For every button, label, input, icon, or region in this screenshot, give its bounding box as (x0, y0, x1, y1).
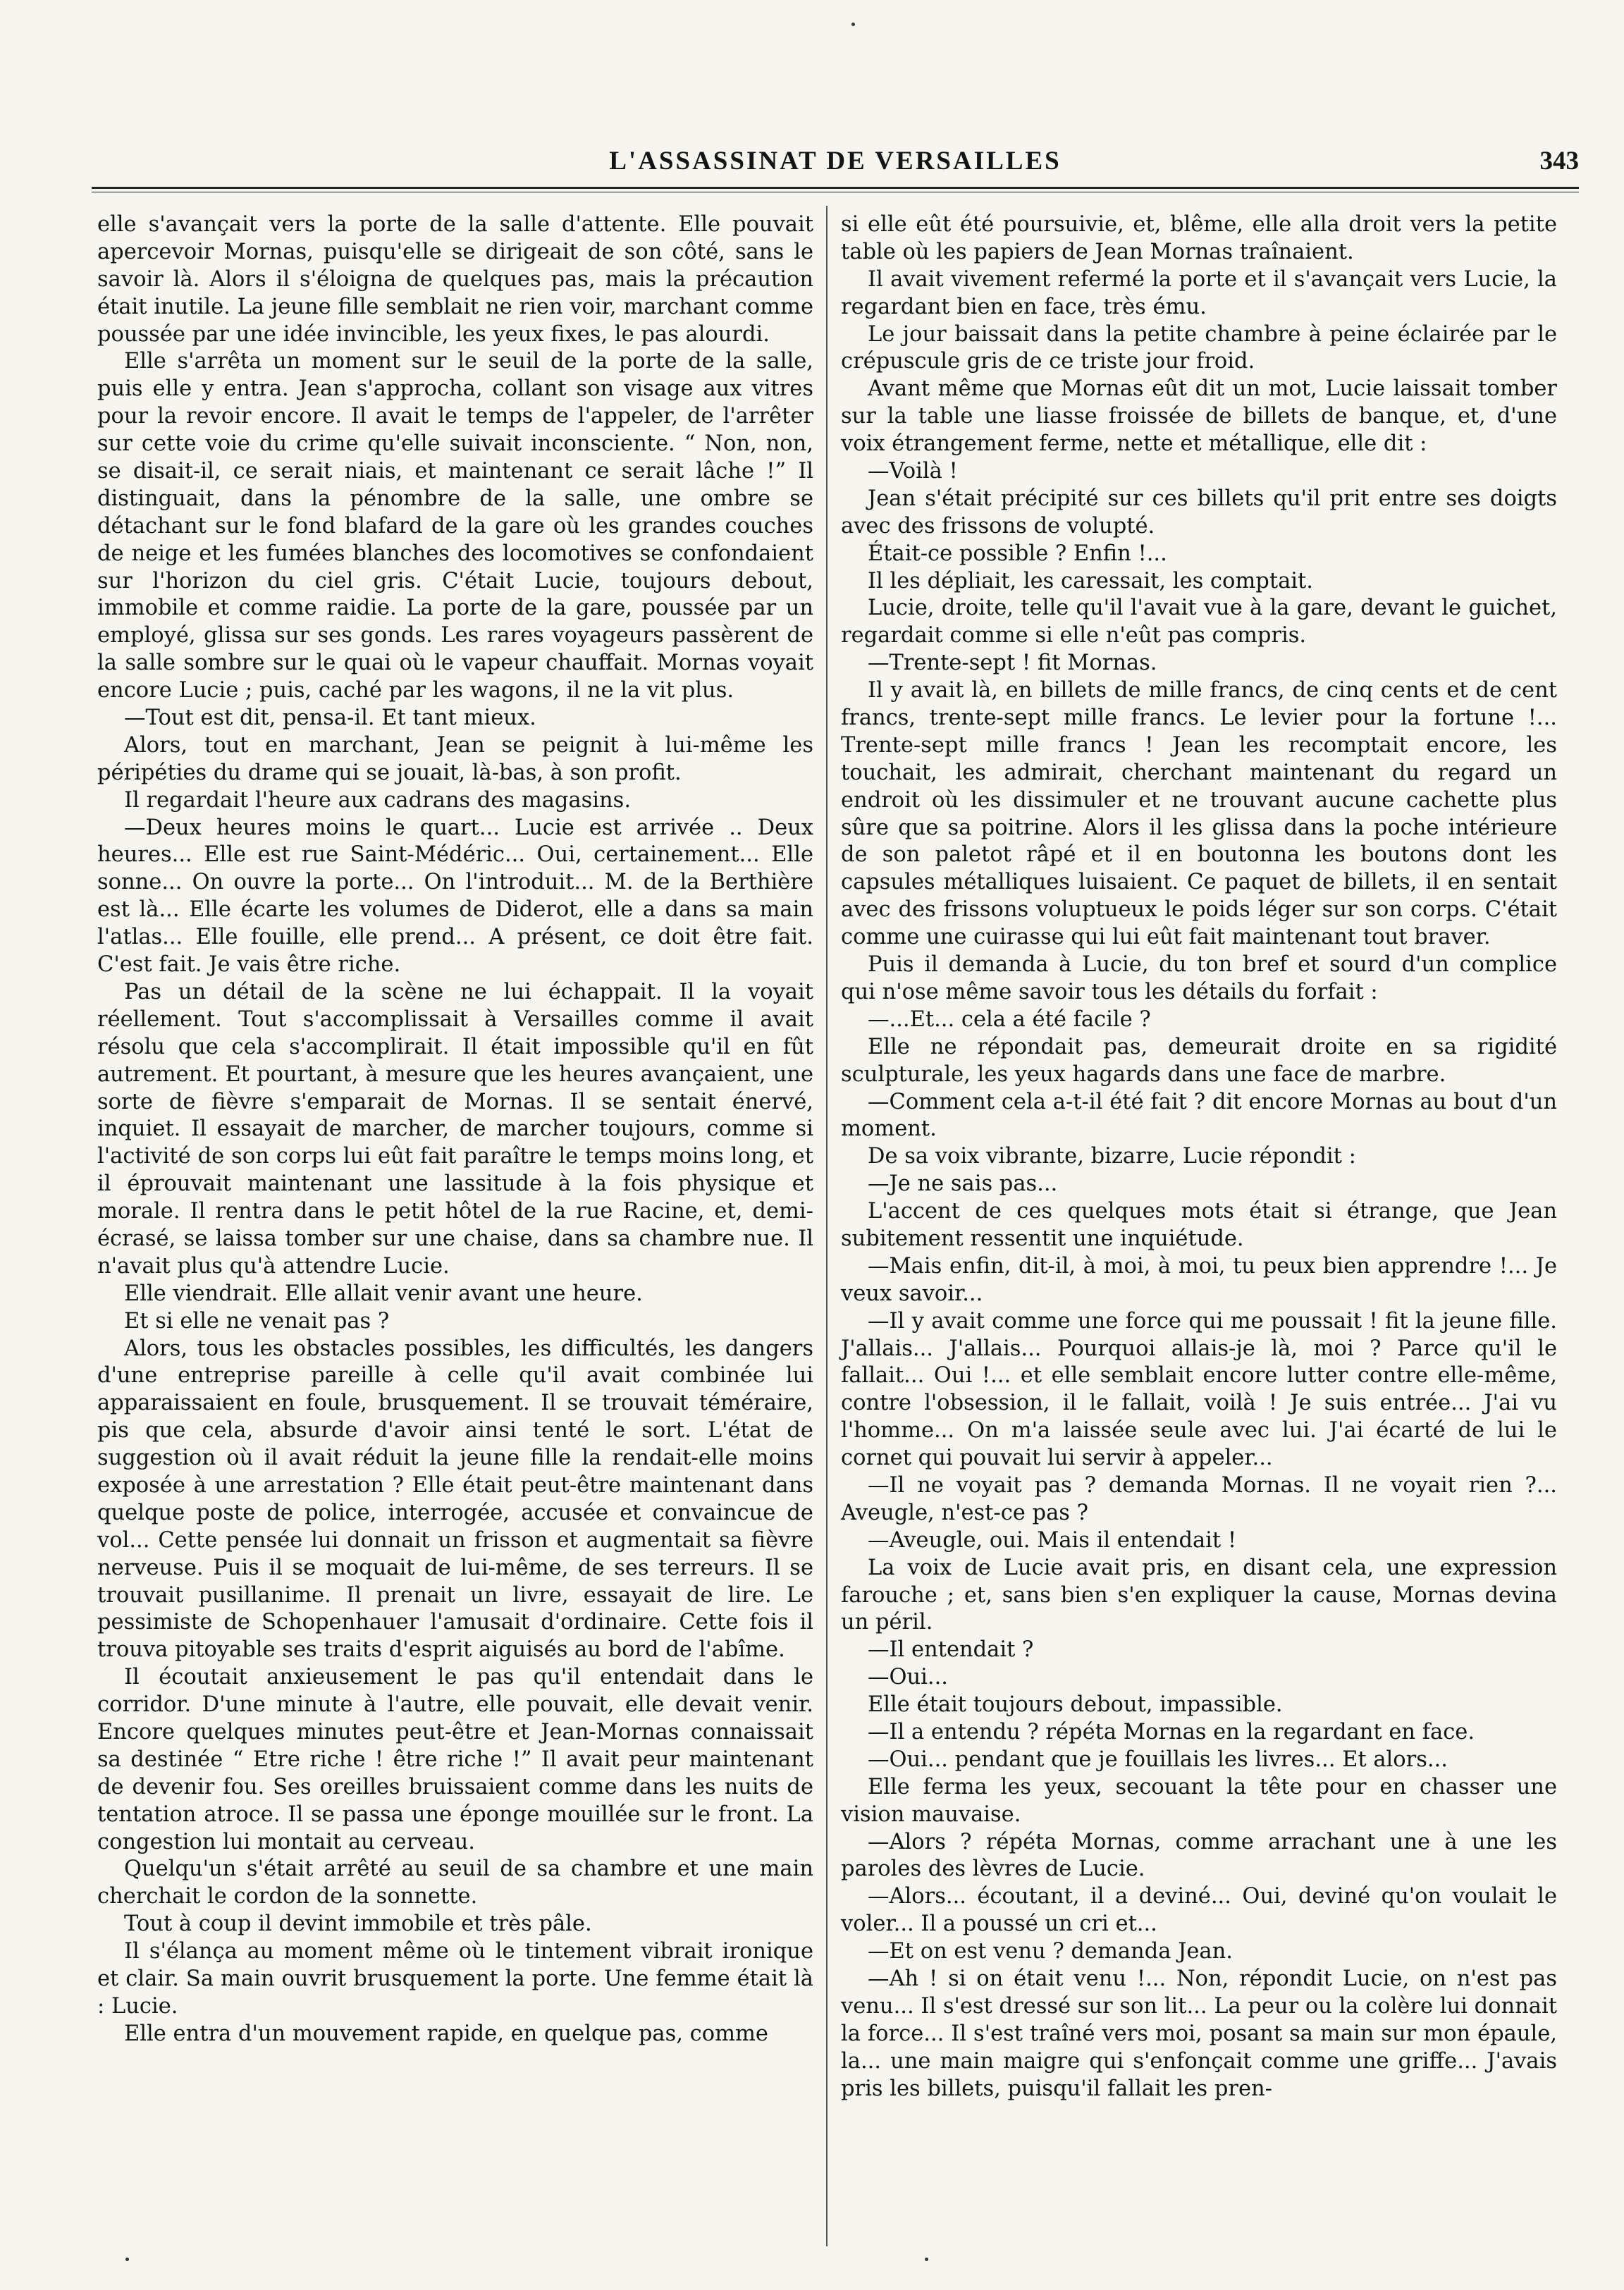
paragraph: Pas un détail de la scène ne lui échappait. Il la voyait réellement. Tout s'accomplissait à Versailles comme il avait résolu que cela s'accomplirait. Il était impossible qu'il en fût autrement. Et pourtant, à mesure que les heures avançaient, une sorte de fièvre s'emparait de Mornas. Il se sentait énervé, inquiet. Il essayait de marcher, de marcher toujours, comme si l'activité de son corps lui eût fait paraître le temps moins long, et il éprouvait maintenant une lassitude à la fois physique et morale. Il rentra dans le petit hôtel de la rue Racine, et, demi-écrasé, se laissa tomber sur une chaise, dans sa chambre nue. Il n'avait plus qu'à attendre Lucie. (97, 979, 813, 1279)
paragraph: —Ah ! si on était venu !... Non, répondit Lucie, on n'est pas venu... Il s'est dressé sur son lit... La peur ou la colère lui donnait la force... Il s'est traîné vers moi, posant sa main sur mon épaule, la... une main maigre qui s'enfonçait comme une griffe... J'avais pris les billets, puisqu'il fallait les pren- (841, 1966, 1557, 2101)
paragraph: —Oui... (868, 1665, 948, 1690)
paragraph: —Il entendait ? (868, 1637, 1034, 1663)
paragraph: Il écoutait anxieusement le pas qu'il entendait dans le corridor. D'une minute à l'autre, elle pouvait, elle devait venir. Encore quelques minutes peut-être et Jean-Mornas connaissait sa destinée “ Etre riche ! être riche !” Il avait peur maintenant de devenir fou. Ses oreilles bruissaient comme dans les nuits de tentation atroce. Il se passa une éponge mouillée sur le front. La congestion lui montait au cerveau. (97, 1665, 813, 1854)
paragraph: Il les dépliait, les caressait, les comptait. (868, 568, 1313, 593)
print-speck (125, 2258, 129, 2261)
paragraph: Elle s'arrêta un moment sur le seuil de la porte de la salle, puis elle y entra. Jean s'approcha, collant son visage aux vitres pour la revoir encore. Il avait le temps de l'appeler, de l'arrêter sur cette voie du crime qu'elle suivait inconsciente. “ Non, non, se disait-il, ce serait niais, et maintenant ce serait lâche !” Il distinguait, dans la pénombre de la salle, une ombre se détachant sur le fond blafard de la gare où les grandes couches de neige et les fumées blanches des locomotives se confondaient sur l'horizon du ciel gris. C'était Lucie, toujours debout, immobile et comme raidie. La porte de la gare, poussée par un employé, glissa sur ses gonds. Les rares voyageurs passèrent de la salle sombre sur le quai où le vapeur chauffait. Mornas voyait encore Lucie ; puis, caché par les wagons, il ne la vit plus. (97, 349, 813, 703)
print-speck (851, 23, 855, 26)
paragraph: Quelqu'un s'était arrêté au seuil de sa chambre et une main cherchait le cordon de la sonnette. (97, 1857, 813, 1909)
page-number: 343 (1539, 147, 1579, 176)
right-text-column (841, 211, 1557, 2103)
paragraph: Elle viendrait. Elle allait venir avant une heure. (124, 1281, 643, 1306)
paragraph: —Et on est venu ? demanda Jean. (868, 1939, 1233, 1964)
paragraph: —Trente-sept ! fit Mornas. (868, 651, 1157, 676)
paragraph: Puis il demanda à Lucie, du ton bref et sourd d'un complice qui n'ose même savoir tous les détails du forfait : (841, 952, 1557, 1004)
paragraph: —Je ne sais pas... (868, 1171, 1058, 1197)
paragraph: —Comment cela a-t-il été fait ? dit encore Mornas au bout d'un moment. (841, 1089, 1557, 1142)
paragraph: Le jour baissait dans la petite chambre à peine éclairée par le crépuscule gris de ce triste jour froid. (841, 321, 1557, 374)
column-divider (826, 206, 828, 2246)
paragraph: L'accent de ces quelques mots était si étrange, que Jean subitement ressentit une inquiétude. (841, 1199, 1557, 1251)
paragraph: Il s'élança au moment même où le tintement vibrait ironique et clair. Sa main ouvrit brusquement la porte. Une femme était là : Lucie. (97, 1939, 813, 2019)
paragraph: —Oui... pendant que je fouillais les livres... Et alors... (868, 1747, 1448, 1772)
paragraph: —Tout est dit, pensa-il. Et tant mieux. (124, 706, 536, 731)
paragraph: —...Et... cela a été facile ? (868, 1007, 1151, 1032)
paragraph: —Il y avait comme une force qui me poussait ! fit la jeune fille. J'allais... J'allais... Pourquoi allais-je là, moi ? Parce qu'il le fallait... Oui !... et elle semblait encore lutter contre elle-même, contre l'obsession, il le fallait, voilà ! Je suis entrée... J'ai vu l'homme... On m'a laissée seule avec lui. J'ai écarté de lui le cornet qui pouvait lui servir à appeler... (841, 1308, 1557, 1471)
page-header (92, 130, 1579, 180)
paragraph: —Alors... écoutant, il a deviné... Oui, deviné qu'on voulait le voler... Il a poussé un cri et... (841, 1884, 1557, 1937)
paragraph: Il regardait l'heure aux cadrans des magasins. (124, 787, 632, 813)
paragraph: Alors, tout en marchant, Jean se peignit à lui-même les péripéties du drame qui se jouait, là-bas, à son profit. (97, 732, 813, 785)
paragraph: Il y avait là, en billets de mille francs, de cinq cents et de cent francs, trente-sept mille francs. Le levier pour la fortune !... Trente-sept mille francs ! Jean les recomptait encore, les touchait, les admirait, cherchant maintenant du regard un endroit où les dissimuler et ne trouvant aucune cachette plus sûre que sa poitrine. Alors il les glissa dans la poche intérieure de son paletot râpé et il en boutonna les boutons dont les capsules métalliques luisaient. Ce paquet de billets, il en sentait avec des frissons voluptueux le poids léger sur son corps. C'était comme une cuirasse qui lui eût fait maintenant tout braver. (841, 678, 1557, 950)
paragraph: elle s'avançait vers la porte de la salle d'attente. Elle pouvait apercevoir Mornas, puisqu'elle se dirigeait de son côté, sans le savoir là. Alors il s'éloigna de quelques pas, mais la précaution était inutile. La jeune fille semblait ne rien voir, marchant comme poussée par une idée invincible, les yeux fixes, le pas alourdi. (97, 212, 813, 347)
print-speck (925, 2258, 928, 2261)
paragraph: Lucie, droite, telle qu'il l'avait vue à la gare, devant le guichet, regardait comme si elle n'eût pas compris. (841, 596, 1557, 648)
header-rule (92, 187, 1579, 189)
paragraph: —Voilà ! (868, 459, 958, 484)
paragraph: Et si elle ne venait pas ? (124, 1308, 390, 1334)
paragraph: Elle ne répondait pas, demeurait droite en sa rigidité sculpturale, les yeux hagards dans une face de marbre. (841, 1034, 1557, 1087)
paragraph: —Il ne voyait pas ? demanda Mornas. Il ne voyait rien ?... Aveugle, n'est-ce pas ? (841, 1472, 1557, 1525)
paragraph: Il avait vivement refermé la porte et il s'avançait vers Lucie, la regardant bien en face, très ému. (841, 266, 1557, 319)
paragraph: —Aveugle, oui. Mais il entendait ! (868, 1527, 1237, 1553)
paragraph: Était-ce possible ? Enfin !... (868, 541, 1167, 566)
paragraph: si elle eût été poursuivie, et, blême, elle alla droit vers la petite table où les papiers de Jean Mornas traînaient. (841, 212, 1557, 264)
paragraph: La voix de Lucie avait pris, en disant cela, une expression farouche ; et, sans bien s'en expliquer la cause, Mornas devina un péril. (841, 1555, 1557, 1635)
left-text-column (97, 211, 813, 2048)
paragraph: Elle entra d'un mouvement rapide, en quelque pas, comme (124, 2021, 768, 2046)
paragraph: —Il a entendu ? répéta Mornas en la regardant en face. (868, 1719, 1475, 1744)
paragraph: Jean s'était précipité sur ces billets qu'il prit entre ses doigts avec des frissons de volupté. (841, 486, 1557, 538)
paragraph: —Alors ? répéta Mornas, comme arrachant une à une les paroles des lèvres de Lucie. (841, 1829, 1557, 1882)
paragraph: —Deux heures moins le quart... Lucie est arrivée .. Deux heures... Elle est rue Saint-Médéric... Oui, certainement... Elle sonne... On ouvre la porte... On l'introduit... M. de la Berthière est là... Elle écarte les volumes de Diderot, elle a dans sa main l'atlas... Elle fouille, elle prend... A présent, ce doit être fait. C'est fait. Je vais être riche. (97, 815, 813, 978)
paragraph: —Mais enfin, dit-il, à moi, à moi, tu peux bien apprendre !... Je veux savoir... (841, 1253, 1557, 1306)
running-title: L'ASSASSINAT DE VERSAILLES (609, 147, 1062, 176)
paragraph: Tout à coup il devint immobile et très pâle. (124, 1912, 592, 1937)
paragraph: Alors, tous les obstacles possibles, les difficultés, les dangers d'une entreprise pareille à celle qu'il avait combinée lui apparaissaient en foule, brusquement. Il se trouvait téméraire, pis que cela, absurde d'avoir ainsi tenté le sort. L'état de suggestion où il avait réduit la jeune fille la rendait-elle moins exposée à une arrestation ? Elle était peut-être maintenant dans quelque poste de police, interrogée, accusée et convaincue de vol... Cette pensée lui donnait un frisson et augmentait sa fièvre nerveuse. Puis il se moquait de lui-même, de ses terreurs. Il se trouvait pusillanime. Il prenait un livre, essayait de lire. Le pessimiste de Schopenhauer l'amusait d'ordinaire. Cette fois il trouva pitoyable ses traits d'esprit aiguisés au bord de l'abîme. (97, 1336, 813, 1663)
paragraph: De sa voix vibrante, bizarre, Lucie répondit : (868, 1144, 1356, 1169)
paragraph: Avant même que Mornas eût dit un mot, Lucie laissait tomber sur la table une liasse froissée de billets de banque, et, d'une voix étrangement ferme, nette et métallique, elle dit : (841, 376, 1557, 457)
paragraph: Elle ferma les yeux, secouant la tête pour en chasser une vision mauvaise. (841, 1774, 1557, 1827)
paragraph: Elle était toujours debout, impassible. (868, 1692, 1283, 1718)
